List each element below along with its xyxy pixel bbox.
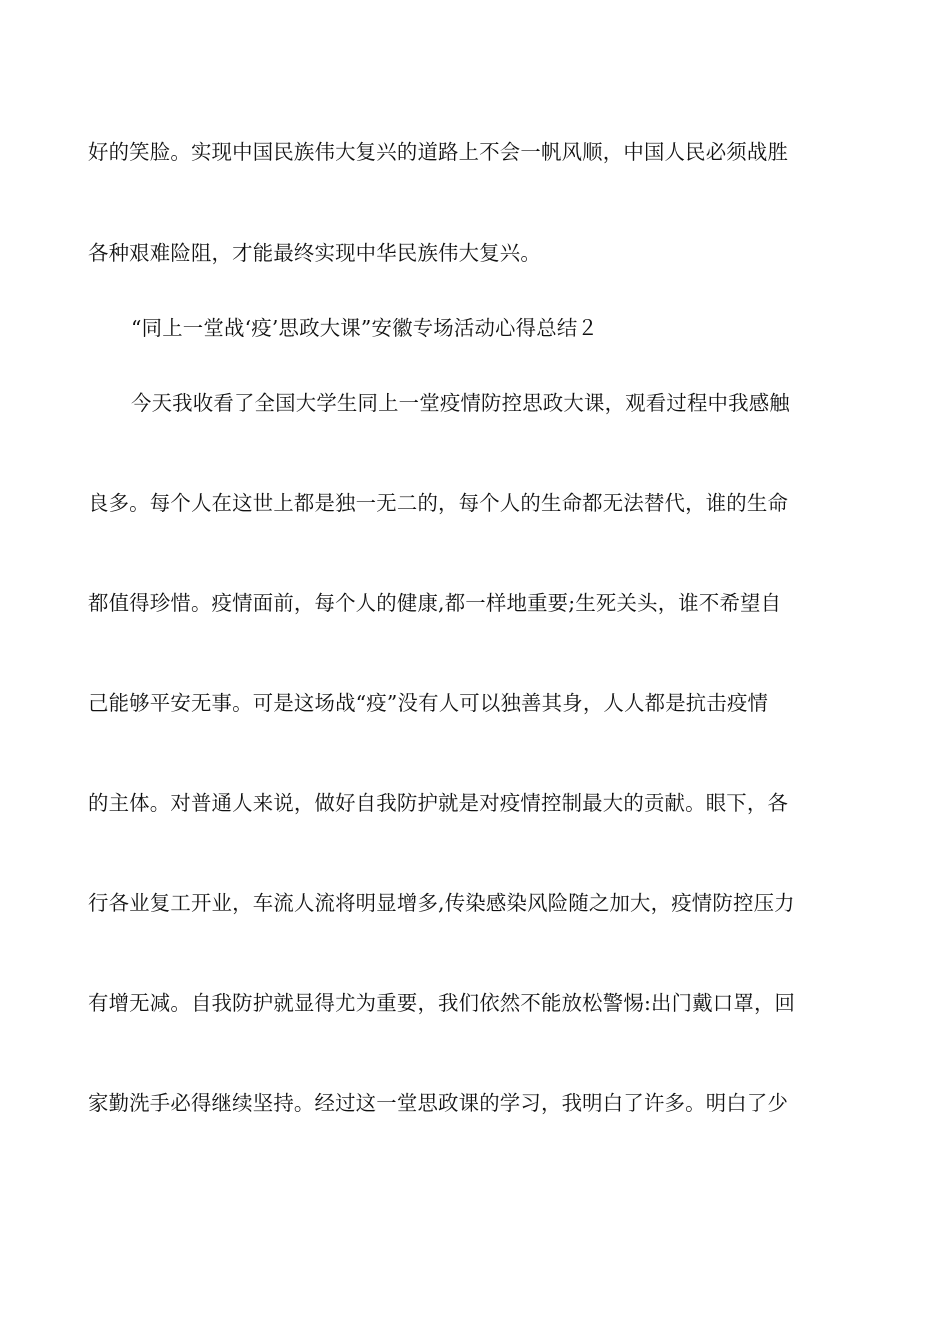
body-text-line: 良多。每个人在这世上都是独一无二的，每个人的生命都无法替代，谁的生命 xyxy=(88,491,789,515)
body-text-line: 己能够平安无事。可是这场战“疫”没有人可以独善其身，人人都是抗击疫情 xyxy=(88,691,769,715)
body-text-line: 有增无减。自我防护就显得尤为重要，我们依然不能放松警惕:出门戴口罩，回 xyxy=(88,991,796,1015)
paragraph-first-line: 今天我收看了全国大学生同上一堂疫情防控思政大课，观看过程中我感触 xyxy=(131,391,790,415)
body-text-line: 好的笑脸。实现中国民族伟大复兴的道路上不会一帆风顺，中国人民必须战胜 xyxy=(88,140,789,164)
body-text-line: 都值得珍惜。疫情面前，每个人的健康,都一样地重要;生死关头，谁不希望自 xyxy=(88,591,782,615)
body-text-line: 行各业复工开业，车流人流将明显增多,传染感染风险随之加大，疫情防控压力 xyxy=(88,891,795,915)
body-text-line: 的主体。对普通人来说，做好自我防护就是对疫情控制最大的贡献。眼下，各 xyxy=(88,791,789,815)
section-heading: “同上一堂战‘疫’思政大课”安徽专场活动心得总结２ xyxy=(131,316,599,340)
body-text-line: 家勤洗手必得继续坚持。经过这一堂思政课的学习，我明白了许多。明白了少 xyxy=(88,1091,789,1115)
body-text-line: 各种艰难险阻，才能最终实现中华民族伟大复兴。 xyxy=(88,241,541,265)
